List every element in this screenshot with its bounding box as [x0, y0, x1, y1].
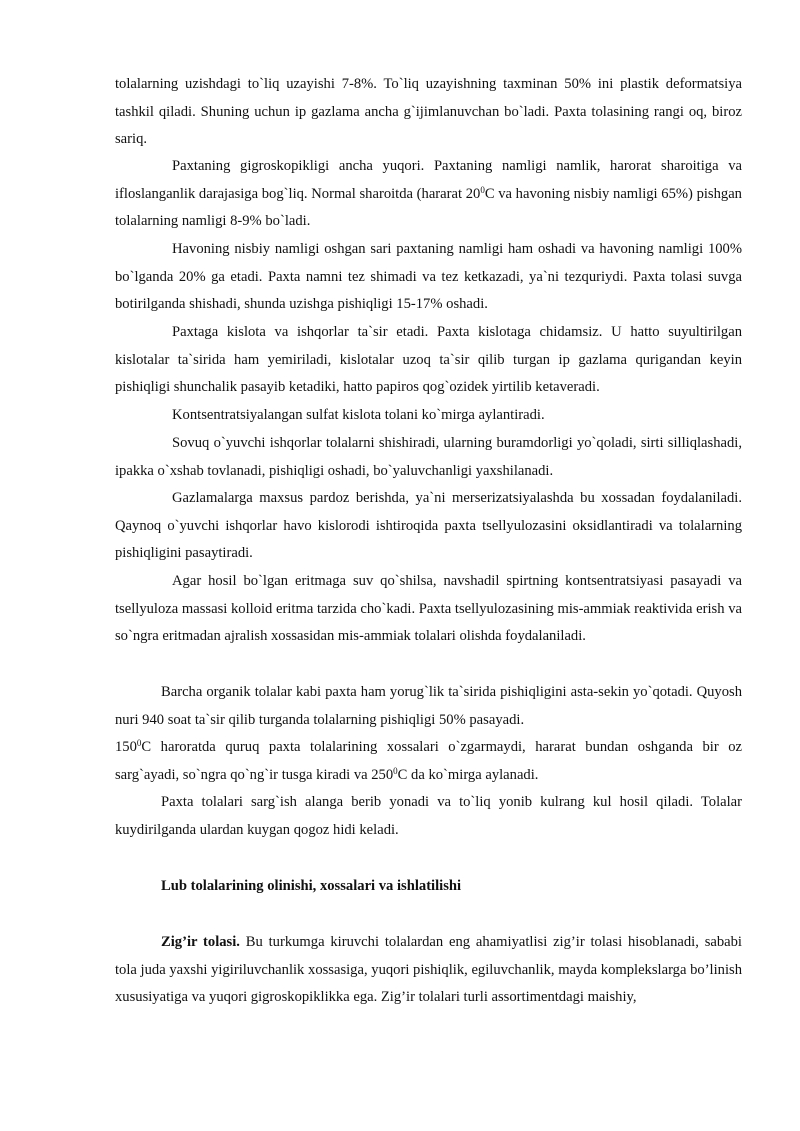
paragraph-text: Bu turkumga kiruvchi tolalardan eng ahamiyatlisi zig’ir tolasi hisoblanadi, sababi tola juda yaxshi yigiriluvchanlik xossasiga, yuqori pishiqlik, egiluvchanlik, mayda komplekslarga bo’linish xususiyatiga va yuqori gigroskopiklikka ega. Zig’ir tolalari turli assortimentdagi maishiy, [115, 934, 742, 1006]
paragraph-text: 150 [115, 739, 137, 755]
paragraph-flax-fiber [115, 929, 742, 1012]
paragraph-cellulose-solution [115, 568, 742, 651]
paragraph-text: Paxtaning gigroskopikligi ancha yuqori. Paxtaning namligi namlik, harorat sharoitiga va ifloslanganlik darajasiga bog`liq. Normal sharoitda (hararat 20 [115, 158, 742, 202]
paragraph-sulfuric-acid [115, 402, 742, 430]
paragraph-text: Paxtaga kislota va ishqorlar ta`sir etadi. Paxta kislotaga chidamsiz. U hatto suyultirilgan kislotalar ta`sirida ham yemiriladi, kislotalar uzoq ta`sir qilib turgan ip gazlama qurigandan keyin pishiqligi shunchalik pasayib ketadiki, hatto papiros qog`ozidek yirtilib ketaveradi. [115, 324, 742, 396]
term-lead: Zig’ir tolasi. [161, 934, 240, 950]
paragraph-temperature [115, 734, 742, 789]
paragraph-text: C da ko`mirga aylanadi. [397, 766, 539, 783]
paragraph-text: Sovuq o`yuvchi ishqorlar tolalarni shishiradi, ularning buramdorligi yo`qoladi, sirti silliqlashadi, ipakka o`xshab tovlanadi, pishiqligi oshadi, bo`yaluvchanligi yaxshilanadi. [115, 435, 742, 479]
paragraph-acids [115, 319, 742, 402]
paragraph-text: Gazlamalarga maxsus pardoz berishda, ya`ni merserizatsiyalashda bu xossadan foydalaniladi. Qaynoq o`yuvchi ishqorlar havo kislorodi ishtiroqida paxta tsellyulozasini oksidlantiradi va tolalarning pishiqligini pasaytiradi. [115, 490, 742, 562]
paragraph-humidity [115, 236, 742, 319]
paragraph-text: Havoning nisbiy namligi oshgan sari paxtaning namligi ham oshadi va havoning namligi 100% bo`lganda 20% ga etadi. Paxta namni tez shimadi va tez ketkazadi, ya`ni tezquriydi. Paxta tolasi suvga botirilganda shishadi, shunda uzishga pishiqligi 15-17% oshadi. [115, 241, 742, 313]
paragraph-text: Barcha organik tolalar kabi paxta ham yorug`lik ta`sirida pishiqligini asta-sekin yo`qotadi. Quyosh nuri 940 soat ta`sir qilib turganda tolalarning pishiqligi 50% pasayadi. [115, 684, 742, 728]
paragraph-cold-alkali [115, 430, 742, 485]
paragraph-text: Agar hosil bo`lgan eritmaga suv qo`shilsa, navshadil spirtning kontsentratsiyasi pasayadi va tsellyuloza massasi kolloid eritma tarzida cho`kadi. Paxta tsellyulozasining mis-ammiak reaktivida erish va so`ngra eritmadan ajralish xossasidan mis-ammiak tolalari olishda foydalaniladi. [115, 573, 742, 645]
paragraph-text: C va havoning nisbiy namligi 65%) pishgan tolalarning namligi 8-9% bo`ladi. [115, 185, 742, 230]
paragraph-text: C haroratda quruq paxta tolalarining xossalari o`zgarmaydi, hararat bundan oshganda bir oz sarg`ayadi, so`ngra qo`ng`ir tusga kiradi va 250 [115, 739, 742, 783]
superscript-degree: 0 [480, 184, 485, 195]
superscript-degree: 0 [136, 738, 142, 748]
heading-text: Lub tolalarining olinishi, xossalari va ishlatilishi [161, 878, 462, 894]
paragraph-fiber-elongation [115, 71, 742, 154]
paragraph-light-exposure [115, 679, 742, 734]
paragraph-text: Kontsentratsiyalangan sulfat kislota tolani ko`mirga aylantiradi. [172, 407, 545, 423]
paragraph-hygroscopicity [115, 153, 742, 236]
superscript-degree: 0 [393, 765, 398, 776]
paragraph-text: tolalarning uzishdagi to`liq uzayishi 7-8%. To`liq uzayishning taxminan 50% ini plastik deformatsiya tashkil qiladi. Shuning uchun ip gazlama ancha g`ijimlanuvchan bo`ladi. Paxta tolasining rangi oq, biroz sariq. [115, 76, 742, 148]
paragraph-text: Paxta tolalari sarg`ish alanga berib yonadi va to`liq yonib kulrang kul hosil qiladi. Tolalar kuydirilganda ulardan kuygan qogoz hidi keladi. [115, 794, 742, 838]
section-heading [115, 873, 742, 901]
paragraph-burning [115, 789, 742, 844]
paragraph-mercerization [115, 485, 742, 568]
